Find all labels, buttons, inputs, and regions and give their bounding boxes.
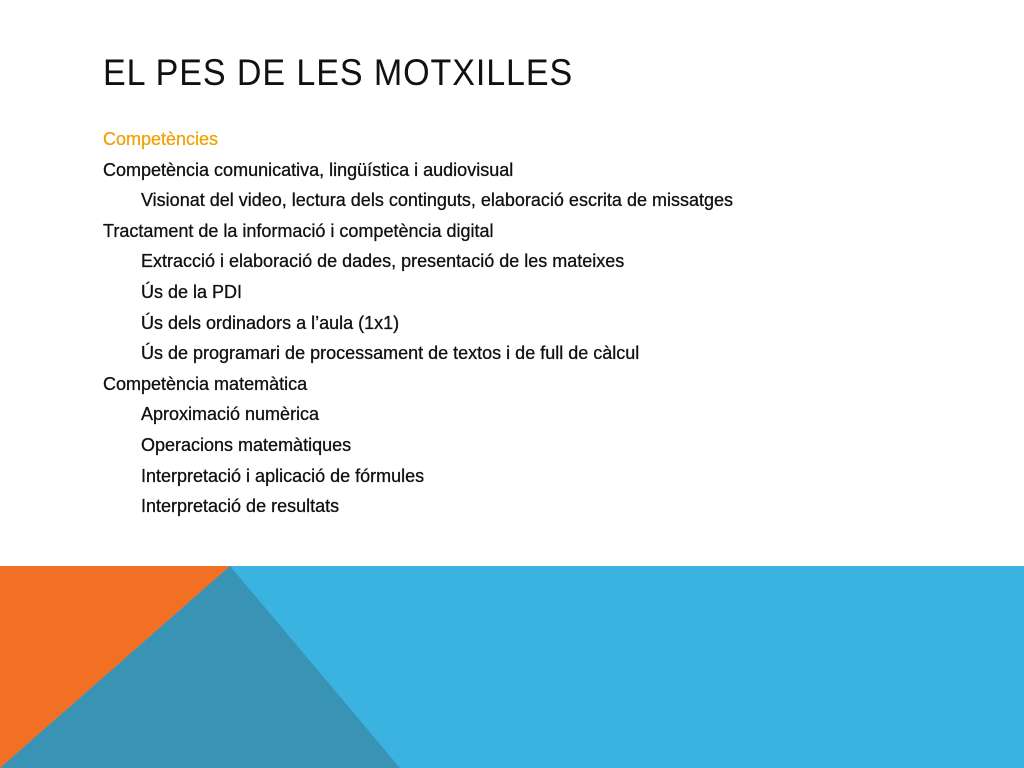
competency-item: Tractament de la informació i competència digital <box>103 220 494 241</box>
competency-subitem: Ús dels ordinadors a l’aula (1x1) <box>141 312 400 333</box>
competency-subitem: Extracció i elaboració de dades, presentació de les mateixes <box>141 251 625 272</box>
decorative-color-band <box>0 566 1024 768</box>
competency-subitem: Interpretació i aplicació de fórmules <box>141 465 425 486</box>
slide-title: EL PES DE LES MOTXILLES <box>103 52 574 93</box>
competency-item: Competència comunicativa, lingüística i audiovisual <box>103 159 514 180</box>
competency-subitem: Ús de programari de processament de textos i de full de càlcul <box>141 343 640 364</box>
slide-content <box>103 124 963 522</box>
section-heading-competencies: Competències <box>103 129 219 149</box>
competency-subitem: Interpretació de resultats <box>141 496 340 517</box>
competency-subitem: Aproximació numèrica <box>141 404 320 425</box>
competency-item: Competència matemàtica <box>103 373 308 394</box>
competency-subitem: Operacions matemàtiques <box>141 434 352 455</box>
competency-subitem: Visionat del video, lectura dels continguts, elaboració escrita de missatges <box>141 190 733 211</box>
competency-subitem: Ús de la PDI <box>141 281 243 302</box>
